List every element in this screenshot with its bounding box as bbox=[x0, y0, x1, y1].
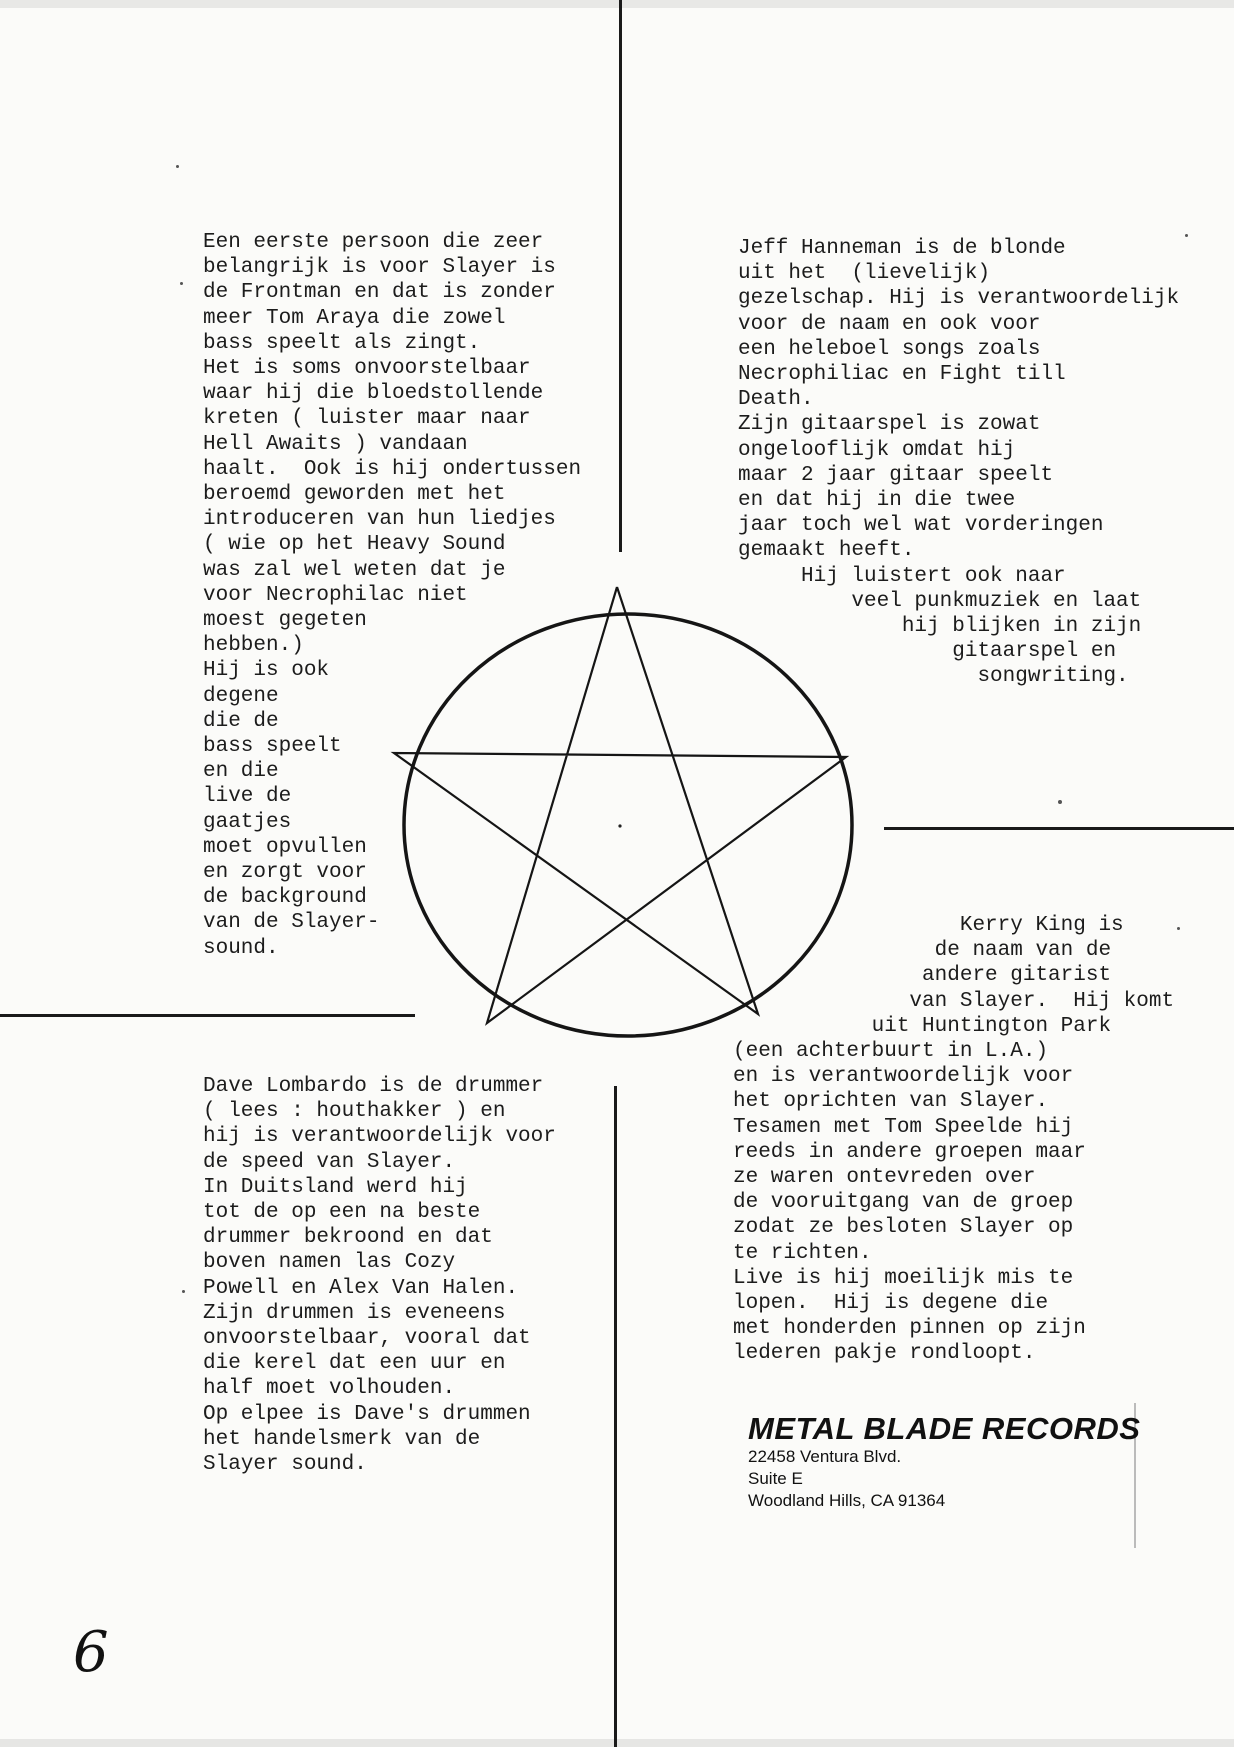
scan-speck bbox=[176, 165, 179, 168]
text-line: maar 2 jaar gitaar speelt bbox=[738, 463, 1054, 487]
text-line: Live is hij moeilijk mis te bbox=[733, 1266, 1074, 1290]
text-line: boven namen las Cozy bbox=[203, 1251, 456, 1275]
address-city: Woodland Hills, CA 91364 bbox=[748, 1491, 946, 1510]
text-line: Hell Awaits ) vandaan bbox=[203, 432, 468, 456]
text-line: andere gitarist bbox=[733, 964, 1112, 988]
text-line: belangrijk is voor Slayer is bbox=[203, 256, 556, 280]
text-line: haalt. Ook is hij ondertussen bbox=[203, 457, 582, 481]
divider-horizontal-right bbox=[884, 827, 1234, 830]
text-line: ( lees : houthakker ) en bbox=[203, 1100, 506, 1124]
text-line: Kerry King is bbox=[733, 914, 1124, 937]
address-street: 22458 Ventura Blvd. bbox=[748, 1447, 902, 1466]
text-line: zodat ze besloten Slayer op bbox=[733, 1216, 1074, 1240]
scan-speck bbox=[1185, 234, 1188, 237]
text-line: moest gegeten bbox=[203, 609, 367, 633]
text-line: kreten ( luister maar naar bbox=[203, 407, 531, 431]
text-line: en zorgt voor bbox=[203, 861, 367, 885]
address-suite: Suite E bbox=[748, 1469, 803, 1488]
label-name: METAL BLADE RECORDS bbox=[748, 1411, 1141, 1446]
text-line: songwriting. bbox=[738, 665, 1129, 689]
text-line: en is verantwoordelijk voor bbox=[733, 1065, 1074, 1089]
article-tom-araya bbox=[203, 230, 581, 961]
text-line: de naam van de bbox=[733, 939, 1112, 963]
text-line: hij is verantwoordelijk voor bbox=[203, 1125, 556, 1149]
text-line: Hij luistert ook naar bbox=[738, 564, 1066, 588]
divider-vertical-top bbox=[619, 0, 622, 552]
text-line: Hij is ook bbox=[203, 659, 330, 683]
text-line: beroemd geworden met het bbox=[203, 483, 506, 507]
text-line: Powell en Alex Van Halen. bbox=[203, 1276, 519, 1300]
text-line: gemaakt heeft. bbox=[738, 539, 915, 563]
text-line: uit Huntington Park bbox=[733, 1014, 1112, 1038]
text-line: met honderden pinnen op zijn bbox=[733, 1317, 1086, 1341]
text-line: voor Necrophilac niet bbox=[203, 583, 468, 607]
scan-edge-top bbox=[0, 0, 1234, 8]
text-line: gaatjes bbox=[203, 810, 292, 834]
text-line: tot de op een na beste bbox=[203, 1201, 481, 1225]
text-line: gitaarspel en bbox=[738, 640, 1117, 664]
text-line: ongelooflijk omdat hij bbox=[738, 438, 1016, 462]
text-line: bass speelt bbox=[203, 735, 342, 759]
text-line: (een achterbuurt in L.A.) bbox=[733, 1040, 1049, 1064]
text-line: Het is soms onvoorstelbaar bbox=[203, 357, 531, 381]
text-line: die kerel dat een uur en bbox=[203, 1352, 506, 1376]
text-line: In Duitsland werd hij bbox=[203, 1175, 468, 1199]
text-line: Zijn gitaarspel is zowat bbox=[738, 413, 1041, 437]
scan-speck bbox=[1177, 927, 1180, 930]
text-line: Zijn drummen is eveneens bbox=[203, 1301, 506, 1325]
text-line: Jeff Hanneman is de blonde bbox=[738, 237, 1066, 260]
text-line: de background bbox=[203, 886, 367, 910]
text-line: het handelsmerk van de bbox=[203, 1427, 481, 1451]
text-line: introduceren van hun liedjes bbox=[203, 508, 556, 532]
text-line: lederen pakje rondloopt. bbox=[733, 1342, 1036, 1366]
text-line: Death. bbox=[738, 388, 814, 412]
article-kerry-king bbox=[733, 913, 1174, 1367]
text-line: meer Tom Araya die zowel bbox=[203, 306, 506, 330]
text-line: die de bbox=[203, 709, 279, 733]
divider-vertical-bottom bbox=[614, 1086, 617, 1747]
scan-edge-bottom bbox=[0, 1739, 1234, 1747]
text-line: lopen. Hij is degene die bbox=[733, 1292, 1049, 1316]
text-line: en die bbox=[203, 760, 279, 784]
text-line: hebben.) bbox=[203, 634, 304, 658]
text-line: van Slayer. Hij komt bbox=[733, 989, 1175, 1013]
text-line: hij blijken in zijn bbox=[738, 615, 1142, 639]
text-line: Tesamen met Tom Speelde hij bbox=[733, 1115, 1074, 1139]
scan-speck bbox=[182, 1290, 185, 1293]
text-line: de vooruitgang van de groep bbox=[733, 1191, 1074, 1215]
text-line: degene bbox=[203, 684, 279, 708]
text-line: sound. bbox=[203, 936, 279, 960]
scan-speck bbox=[180, 282, 183, 285]
text-line: de speed van Slayer. bbox=[203, 1150, 456, 1174]
text-line: half moet volhouden. bbox=[203, 1377, 456, 1401]
text-line: het oprichten van Slayer. bbox=[733, 1090, 1049, 1114]
text-line: ( wie op het Heavy Sound bbox=[203, 533, 506, 557]
text-line: Dave Lombardo is de drummer bbox=[203, 1075, 544, 1098]
text-line: uit het (lievelijk) bbox=[738, 262, 991, 286]
text-line: een heleboel songs zoals bbox=[738, 337, 1041, 361]
text-line: voor de naam en ook voor bbox=[738, 312, 1041, 336]
divider-horizontal-left bbox=[0, 1014, 415, 1017]
text-line: Een eerste persoon die zeer bbox=[203, 231, 544, 254]
pentagram-center-dot bbox=[618, 824, 621, 827]
text-line: en dat hij in die twee bbox=[738, 489, 1016, 513]
label-address-block bbox=[748, 1412, 1140, 1512]
article-dave-lombardo bbox=[203, 1074, 556, 1477]
text-line: van de Slayer- bbox=[203, 911, 380, 935]
text-line: onvoorstelbaar, vooral dat bbox=[203, 1327, 531, 1351]
text-line: jaar toch wel wat vorderingen bbox=[738, 514, 1104, 538]
text-line: was zal wel weten dat je bbox=[203, 558, 506, 582]
text-line: veel punkmuziek en laat bbox=[738, 589, 1142, 613]
text-line: de Frontman en dat is zonder bbox=[203, 281, 556, 305]
text-line: reeds in andere groepen maar bbox=[733, 1140, 1086, 1164]
page-number: 6 bbox=[73, 1620, 109, 1685]
text-line: te richten. bbox=[733, 1241, 872, 1265]
text-line: ze waren ontevreden over bbox=[733, 1166, 1036, 1190]
text-line: waar hij die bloedstollende bbox=[203, 382, 544, 406]
article-jeff-hanneman bbox=[738, 236, 1179, 690]
text-line: Slayer sound. bbox=[203, 1453, 367, 1477]
text-line: Necrophiliac en Fight till bbox=[738, 363, 1066, 387]
text-line: Op elpee is Dave's drummen bbox=[203, 1402, 531, 1426]
text-line: bass speelt als zingt. bbox=[203, 331, 481, 355]
text-line: moet opvullen bbox=[203, 835, 367, 859]
text-line: gezelschap. Hij is verantwoordelijk bbox=[738, 287, 1180, 311]
text-line: drummer bekroond en dat bbox=[203, 1226, 493, 1250]
text-line: live de bbox=[203, 785, 292, 809]
scan-speck bbox=[1058, 800, 1062, 804]
